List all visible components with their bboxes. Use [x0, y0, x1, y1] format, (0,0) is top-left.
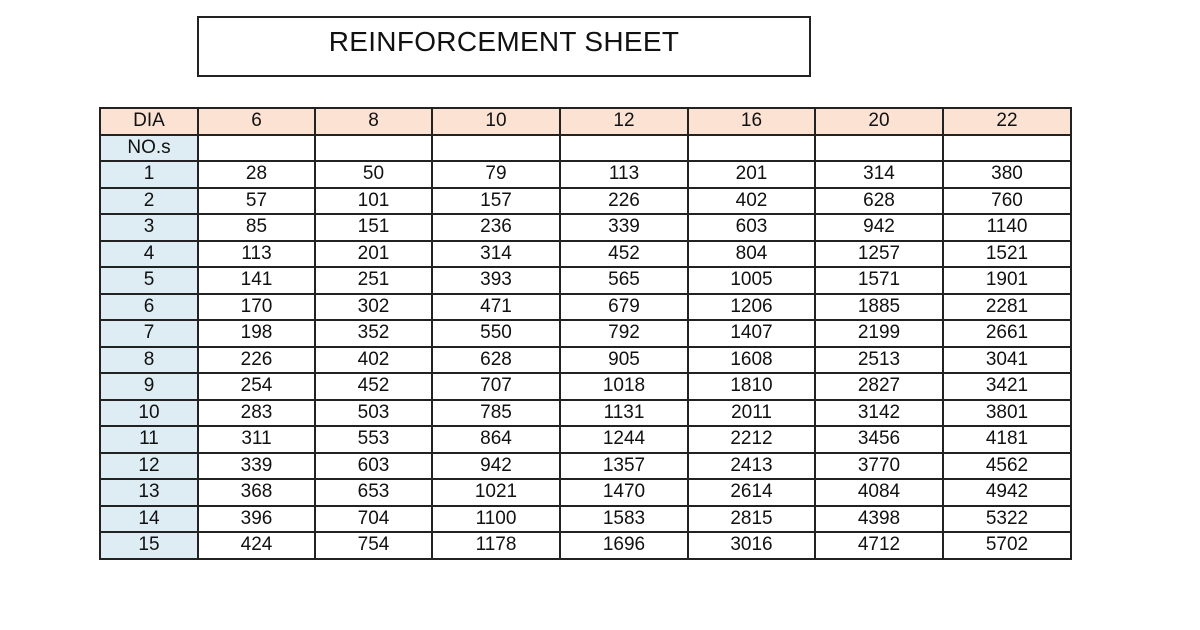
empty-cell	[815, 135, 943, 162]
dia-header-label: DIA	[100, 108, 198, 135]
area-value-cell: 2011	[688, 400, 815, 427]
row-count-label: 9	[100, 373, 198, 400]
area-value-cell: 2513	[815, 347, 943, 374]
area-value-cell: 4398	[815, 506, 943, 533]
area-value-cell: 1018	[560, 373, 688, 400]
row-count-label: 13	[100, 479, 198, 506]
row-count-label: 10	[100, 400, 198, 427]
dia-22-header: 22	[943, 108, 1071, 135]
area-value-cell: 3142	[815, 400, 943, 427]
area-value-cell: 424	[198, 532, 315, 559]
dia-6-header: 6	[198, 108, 315, 135]
area-value-cell: 2661	[943, 320, 1071, 347]
area-value-cell: 1608	[688, 347, 815, 374]
area-value-cell: 402	[315, 347, 432, 374]
area-value-cell: 792	[560, 320, 688, 347]
area-value-cell: 3041	[943, 347, 1071, 374]
area-value-cell: 471	[432, 294, 560, 321]
area-value-cell: 2413	[688, 453, 815, 480]
area-value-cell: 1521	[943, 241, 1071, 268]
area-value-cell: 201	[688, 161, 815, 188]
header-row	[100, 108, 1071, 135]
area-value-cell: 2815	[688, 506, 815, 533]
area-value-cell: 57	[198, 188, 315, 215]
area-value-cell: 113	[560, 161, 688, 188]
area-value-cell: 1407	[688, 320, 815, 347]
area-value-cell: 1100	[432, 506, 560, 533]
area-value-cell: 2212	[688, 426, 815, 453]
table-row	[100, 347, 1071, 374]
area-value-cell: 4712	[815, 532, 943, 559]
area-value-cell: 1357	[560, 453, 688, 480]
nos-header-label: NO.s	[100, 135, 198, 162]
area-value-cell: 1810	[688, 373, 815, 400]
area-value-cell: 50	[315, 161, 432, 188]
area-value-cell: 311	[198, 426, 315, 453]
area-value-cell: 1140	[943, 214, 1071, 241]
area-value-cell: 5322	[943, 506, 1071, 533]
dia-12-header: 12	[560, 108, 688, 135]
row-count-label: 6	[100, 294, 198, 321]
area-value-cell: 2827	[815, 373, 943, 400]
row-count-label: 7	[100, 320, 198, 347]
area-value-cell: 157	[432, 188, 560, 215]
table-row	[100, 267, 1071, 294]
area-value-cell: 1901	[943, 267, 1071, 294]
area-value-cell: 3801	[943, 400, 1071, 427]
area-value-cell: 2199	[815, 320, 943, 347]
area-value-cell: 452	[315, 373, 432, 400]
area-value-cell: 785	[432, 400, 560, 427]
row-count-label: 4	[100, 241, 198, 268]
row-count-label: 1	[100, 161, 198, 188]
area-value-cell: 550	[432, 320, 560, 347]
table-row	[100, 188, 1071, 215]
area-value-cell: 198	[198, 320, 315, 347]
area-value-cell: 151	[315, 214, 432, 241]
area-value-cell: 101	[315, 188, 432, 215]
empty-cell	[432, 135, 560, 162]
area-value-cell: 942	[815, 214, 943, 241]
area-value-cell: 804	[688, 241, 815, 268]
area-value-cell: 4181	[943, 426, 1071, 453]
area-value-cell: 170	[198, 294, 315, 321]
sheet-title: REINFORCEMENT SHEET	[328, 26, 680, 57]
area-value-cell: 3421	[943, 373, 1071, 400]
row-count-label: 3	[100, 214, 198, 241]
area-value-cell: 28	[198, 161, 315, 188]
area-value-cell: 1571	[815, 267, 943, 294]
row-count-label: 12	[100, 453, 198, 480]
empty-cell	[315, 135, 432, 162]
area-value-cell: 754	[315, 532, 432, 559]
dia-8-header: 8	[315, 108, 432, 135]
empty-cell	[198, 135, 315, 162]
area-value-cell: 4084	[815, 479, 943, 506]
area-value-cell: 368	[198, 479, 315, 506]
area-value-cell: 1178	[432, 532, 560, 559]
table-row	[100, 161, 1071, 188]
area-value-cell: 2281	[943, 294, 1071, 321]
area-value-cell: 1244	[560, 426, 688, 453]
area-value-cell: 283	[198, 400, 315, 427]
row-count-label: 15	[100, 532, 198, 559]
table-row	[100, 241, 1071, 268]
area-value-cell: 707	[432, 373, 560, 400]
subheader-row	[100, 135, 1071, 162]
row-count-label: 5	[100, 267, 198, 294]
table-row	[100, 426, 1071, 453]
dia-16-header: 16	[688, 108, 815, 135]
area-value-cell: 396	[198, 506, 315, 533]
area-value-cell: 1021	[432, 479, 560, 506]
area-value-cell: 141	[198, 267, 315, 294]
area-value-cell: 1696	[560, 532, 688, 559]
area-value-cell: 380	[943, 161, 1071, 188]
area-value-cell: 302	[315, 294, 432, 321]
dia-10-header: 10	[432, 108, 560, 135]
table-row	[100, 479, 1071, 506]
table-row	[100, 373, 1071, 400]
empty-cell	[560, 135, 688, 162]
area-value-cell: 226	[560, 188, 688, 215]
empty-cell	[943, 135, 1071, 162]
area-value-cell: 1131	[560, 400, 688, 427]
area-value-cell: 3456	[815, 426, 943, 453]
table-row	[100, 294, 1071, 321]
table-row	[100, 453, 1071, 480]
area-value-cell: 339	[560, 214, 688, 241]
area-value-cell: 314	[432, 241, 560, 268]
area-value-cell: 339	[198, 453, 315, 480]
area-value-cell: 603	[688, 214, 815, 241]
area-value-cell: 352	[315, 320, 432, 347]
area-value-cell: 603	[315, 453, 432, 480]
area-value-cell: 5702	[943, 532, 1071, 559]
area-value-cell: 402	[688, 188, 815, 215]
area-value-cell: 1257	[815, 241, 943, 268]
area-value-cell: 3016	[688, 532, 815, 559]
area-value-cell: 628	[432, 347, 560, 374]
area-value-cell: 393	[432, 267, 560, 294]
area-value-cell: 226	[198, 347, 315, 374]
area-value-cell: 1885	[815, 294, 943, 321]
area-value-cell: 1005	[688, 267, 815, 294]
area-value-cell: 254	[198, 373, 315, 400]
area-value-cell: 628	[815, 188, 943, 215]
table-row	[100, 506, 1071, 533]
empty-cell	[688, 135, 815, 162]
row-count-label: 2	[100, 188, 198, 215]
area-value-cell: 704	[315, 506, 432, 533]
area-value-cell: 905	[560, 347, 688, 374]
row-count-label: 11	[100, 426, 198, 453]
area-value-cell: 85	[198, 214, 315, 241]
title-box	[197, 16, 811, 77]
area-value-cell: 1206	[688, 294, 815, 321]
area-value-cell: 553	[315, 426, 432, 453]
area-value-cell: 760	[943, 188, 1071, 215]
area-value-cell: 4562	[943, 453, 1071, 480]
area-value-cell: 201	[315, 241, 432, 268]
area-value-cell: 2614	[688, 479, 815, 506]
area-value-cell: 3770	[815, 453, 943, 480]
area-value-cell: 251	[315, 267, 432, 294]
area-value-cell: 79	[432, 161, 560, 188]
area-value-cell: 314	[815, 161, 943, 188]
table-body	[100, 108, 1071, 559]
table-row	[100, 320, 1071, 347]
area-value-cell: 4942	[943, 479, 1071, 506]
table-row	[100, 214, 1071, 241]
area-value-cell: 864	[432, 426, 560, 453]
area-value-cell: 942	[432, 453, 560, 480]
area-value-cell: 679	[560, 294, 688, 321]
area-value-cell: 236	[432, 214, 560, 241]
area-value-cell: 653	[315, 479, 432, 506]
area-value-cell: 1583	[560, 506, 688, 533]
table-row	[100, 400, 1071, 427]
reinforcement-table	[99, 107, 1072, 560]
area-value-cell: 452	[560, 241, 688, 268]
area-value-cell: 565	[560, 267, 688, 294]
area-value-cell: 503	[315, 400, 432, 427]
area-value-cell: 113	[198, 241, 315, 268]
table-row	[100, 532, 1071, 559]
row-count-label: 14	[100, 506, 198, 533]
area-value-cell: 1470	[560, 479, 688, 506]
row-count-label: 8	[100, 347, 198, 374]
dia-20-header: 20	[815, 108, 943, 135]
